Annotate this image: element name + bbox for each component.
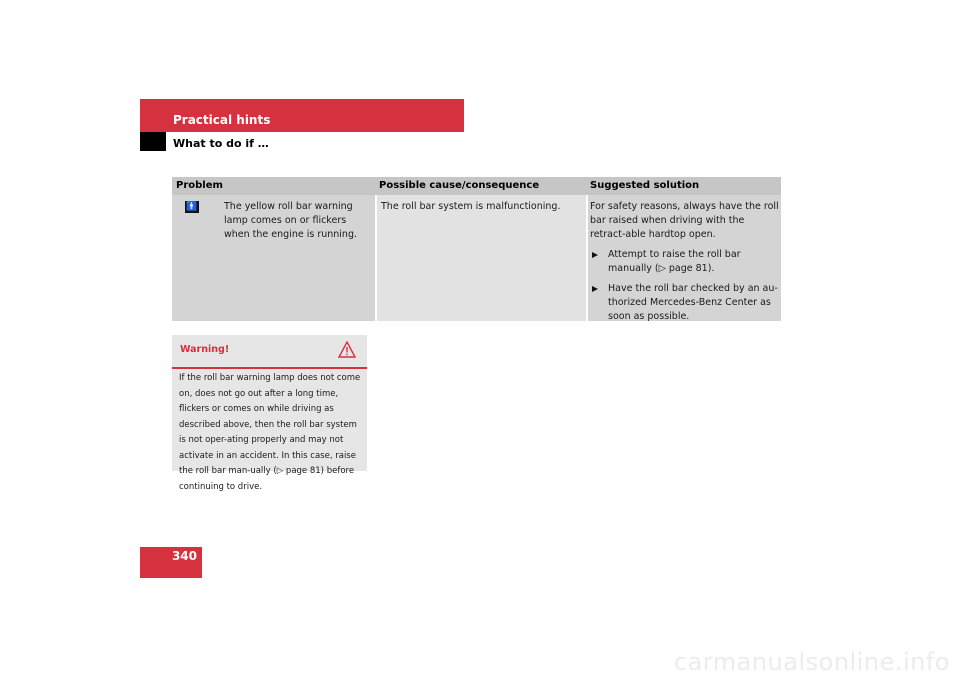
solution-cell (588, 195, 781, 321)
arrow-bullet-icon (592, 252, 598, 258)
solution-step: Attempt to raise the roll bar manually (▷ page 81). (590, 248, 780, 276)
footer-watermark: carmanualsonline.info (673, 648, 950, 676)
cause-text: The roll bar system is malfunctioning. (381, 201, 561, 212)
troubleshooting-table (172, 177, 781, 321)
roll-bar-warning-lamp-icon: 🚹 (186, 202, 198, 212)
problem-text: The yellow roll bar warning lamp comes on or flickers when the engine is running. (224, 201, 357, 240)
section-title: Practical hints (173, 113, 271, 127)
warning-triangle-icon (338, 341, 356, 358)
subsection-title: What to do if … (173, 137, 269, 150)
subsection-marker (140, 132, 166, 151)
warning-header (172, 335, 367, 369)
solution-intro: For safety reasons, always have the roll bar raised when driving with the retract-able hardtop open. (590, 201, 779, 240)
warning-text: If the roll bar warning lamp does not come on, does not go out after a long time, flickers or comes on while driving as described above, then the roll bar system is not oper-ating properly and may not activate in an accident. In this case, raise the roll bar man-ually (▷ page 81) before continuing to drive. (179, 373, 361, 492)
page-number: 340 (171, 549, 197, 563)
arrow-bullet-icon (592, 286, 598, 292)
warning-title: Warning! (180, 344, 230, 355)
table-header (172, 177, 781, 195)
header-problem: Problem (176, 180, 223, 191)
problem-cell (172, 195, 375, 321)
header-solution: Suggested solution (590, 180, 700, 191)
header-cause: Possible cause/consequence (379, 180, 540, 191)
solution-step: Have the roll bar checked by an au-thorized Mercedes-Benz Center as soon as possible. (590, 282, 780, 324)
cause-cell (377, 195, 586, 321)
page-number-box (140, 547, 202, 578)
table-row (172, 195, 781, 321)
warning-box (172, 335, 367, 492)
